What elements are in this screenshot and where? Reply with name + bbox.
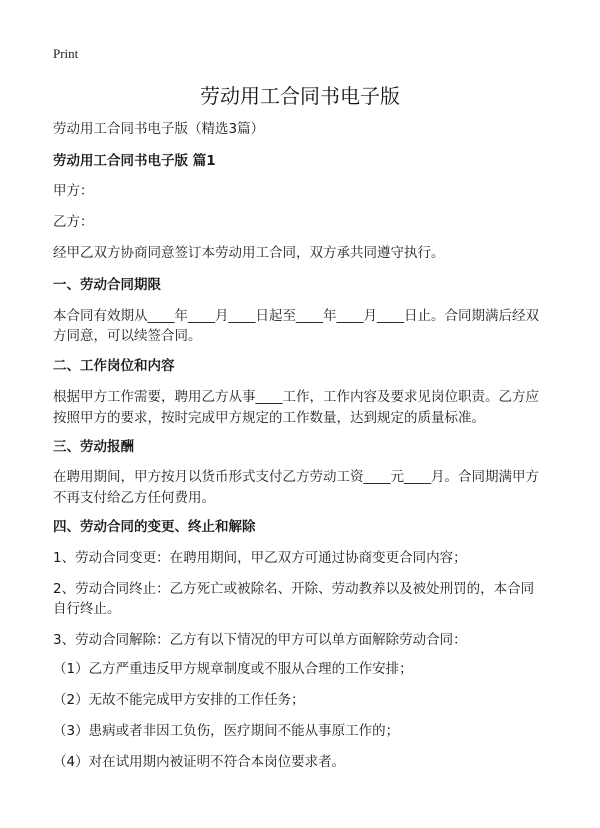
clause-1-heading: 一、劳动合同期限 [53, 277, 161, 293]
clause-1-text-line-1: 本合同有效期从____年____月____日起至____年____月____日止。合同期满后经双 [53, 308, 539, 324]
clause-4-heading: 四、劳动合同的变更、终止和解除 [53, 519, 256, 535]
party-a-label: 甲方： [53, 183, 94, 199]
list-item-2: （2）无故不能完成甲方安排的工作任务； [53, 692, 305, 708]
intro-paragraph: 经甲乙双方协商同意签订本劳动用工合同，双方承共同遵守执行。 [53, 245, 445, 261]
clause-4-paragraph-1: 1、劳动合同变更：在聘用期间，甲乙双方可通过协商变更合同内容； [53, 550, 467, 566]
clause-2-text-line-2: 按照甲方的要求，按时完成甲方规定的工作数量，达到规定的质量标准。 [53, 410, 485, 426]
clause-3-text-line-2: 不再支付给乙方任何费用。 [53, 490, 215, 506]
clause-4-paragraph-2-line-2: 自行终止。 [53, 601, 121, 617]
clause-3-heading: 三、劳动报酬 [53, 439, 134, 455]
list-item-1: （1）乙方严重违反甲方规章制度或不服从合理的工作安排； [53, 661, 413, 677]
clause-1-text-line-2: 方同意，可以续签合同。 [53, 328, 202, 344]
clause-2-text-line-1: 根据甲方工作需要，聘用乙方从事____工作，工作内容及要求见岗位职责。乙方应 [53, 389, 539, 405]
list-item-4: （4）对在试用期内被证明不符合本岗位要求者。 [53, 754, 346, 770]
list-item-3: （3）患病或者非因工负伤，医疗期间不能从事原工作的； [53, 723, 400, 739]
party-b-label: 乙方： [53, 214, 94, 230]
print-link[interactable]: Print [53, 46, 79, 61]
clause-4-paragraph-3: 3、劳动合同解除：乙方有以下情况的甲方可以单方面解除劳动合同： [53, 632, 467, 648]
clause-4-paragraph-2-line-1: 2、劳动合同终止：乙方死亡或被除名、开除、劳动教养以及被处刑罚的，本合同 [53, 581, 535, 597]
page-title: 劳动用工合同书电子版 [200, 84, 400, 108]
document-subtitle: 劳动用工合同书电子版（精选3篇） [53, 121, 265, 137]
clause-2-heading: 二、工作岗位和内容 [53, 358, 175, 374]
section-heading: 劳动用工合同书电子版 篇1 [53, 153, 216, 169]
clause-3-text-line-1: 在聘用期间，甲方按月以货币形式支付乙方劳动工资____元____月。合同期满甲方 [53, 469, 539, 485]
